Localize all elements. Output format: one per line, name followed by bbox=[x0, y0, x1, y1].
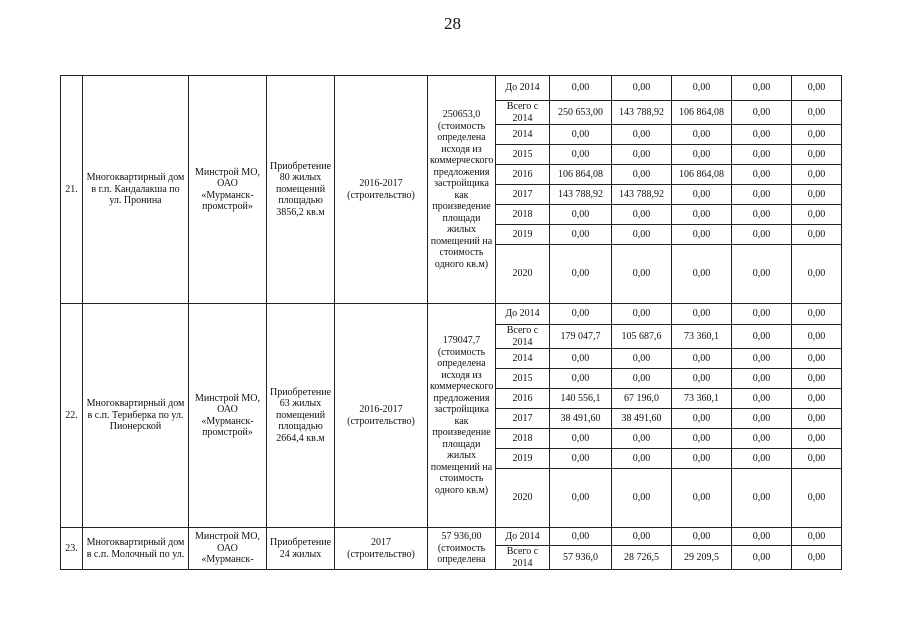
amount-cell: 0,00 bbox=[672, 449, 732, 469]
amount-cell: 0,00 bbox=[792, 145, 842, 165]
amount-cell: 0,00 bbox=[672, 225, 732, 245]
year-label: Всего с 2014 bbox=[496, 546, 550, 570]
amount-cell: 0,00 bbox=[550, 125, 612, 145]
amount-cell: 0,00 bbox=[732, 349, 792, 369]
amount-cell: 0,00 bbox=[792, 369, 842, 389]
amount-cell: 0,00 bbox=[612, 165, 672, 185]
amount-cell: 57 936,0 bbox=[550, 546, 612, 570]
executor-cell: Минстрой МО, ОАО «Мурманск-промстрой» bbox=[189, 76, 267, 304]
program-table bbox=[60, 75, 842, 570]
amount-cell: 0,00 bbox=[612, 304, 672, 325]
amount-cell: 0,00 bbox=[672, 145, 732, 165]
amount-cell: 0,00 bbox=[672, 185, 732, 205]
amount-cell: 0,00 bbox=[612, 449, 672, 469]
amount-cell: 0,00 bbox=[550, 205, 612, 225]
amount-cell: 0,00 bbox=[732, 245, 792, 304]
amount-cell: 0,00 bbox=[732, 429, 792, 449]
price-cell: 250653,0 (стоимость определена исходя из коммерческого предложения застройщика как произведение площади жилых помещений на стоимость одного кв.м) bbox=[428, 76, 496, 304]
amount-cell: 0,00 bbox=[792, 429, 842, 449]
amount-cell: 0,00 bbox=[550, 145, 612, 165]
amount-cell: 0,00 bbox=[792, 225, 842, 245]
amount-cell: 0,00 bbox=[550, 469, 612, 528]
activity-cell: Приобретение 24 жилых bbox=[267, 528, 335, 570]
activity-cell: Приобретение 80 жилых помещений площадью 3856,2 кв.м bbox=[267, 76, 335, 304]
year-label: До 2014 bbox=[496, 528, 550, 546]
amount-cell: 106 864,08 bbox=[550, 165, 612, 185]
amount-cell: 73 360,1 bbox=[672, 325, 732, 349]
amount-cell: 0,00 bbox=[732, 101, 792, 125]
object-cell: Многоквартирный дом в с.п. Молочный по ул. bbox=[83, 528, 189, 570]
amount-cell: 38 491,60 bbox=[612, 409, 672, 429]
amount-cell: 0,00 bbox=[732, 409, 792, 429]
year-label: 2019 bbox=[496, 225, 550, 245]
amount-cell: 0,00 bbox=[732, 369, 792, 389]
year-label: 2014 bbox=[496, 125, 550, 145]
amount-cell: 0,00 bbox=[672, 245, 732, 304]
amount-cell: 0,00 bbox=[732, 325, 792, 349]
amount-cell: 0,00 bbox=[550, 528, 612, 546]
year-label: Всего с 2014 bbox=[496, 325, 550, 349]
amount-cell: 0,00 bbox=[672, 409, 732, 429]
year-label: До 2014 bbox=[496, 304, 550, 325]
amount-cell: 0,00 bbox=[612, 245, 672, 304]
amount-cell: 0,00 bbox=[612, 528, 672, 546]
amount-cell: 0,00 bbox=[792, 469, 842, 528]
amount-cell: 143 788,92 bbox=[612, 185, 672, 205]
year-label: 2015 bbox=[496, 145, 550, 165]
amount-cell: 0,00 bbox=[672, 469, 732, 528]
amount-cell: 0,00 bbox=[672, 429, 732, 449]
page-number: 28 bbox=[444, 14, 461, 33]
amount-cell: 0,00 bbox=[550, 429, 612, 449]
row-number: 23. bbox=[61, 528, 83, 570]
year-row bbox=[61, 304, 842, 325]
row-number: 22. bbox=[61, 304, 83, 528]
amount-cell: 0,00 bbox=[672, 528, 732, 546]
year-label: 2017 bbox=[496, 409, 550, 429]
amount-cell: 0,00 bbox=[792, 325, 842, 349]
year-label: 2018 bbox=[496, 205, 550, 225]
amount-cell: 28 726,5 bbox=[612, 546, 672, 570]
amount-cell: 0,00 bbox=[792, 389, 842, 409]
year-label: 2019 bbox=[496, 449, 550, 469]
amount-cell: 0,00 bbox=[732, 145, 792, 165]
amount-cell: 0,00 bbox=[792, 349, 842, 369]
amount-cell: 0,00 bbox=[612, 145, 672, 165]
amount-cell: 0,00 bbox=[550, 449, 612, 469]
amount-cell: 179 047,7 bbox=[550, 325, 612, 349]
amount-cell: 0,00 bbox=[792, 528, 842, 546]
amount-cell: 0,00 bbox=[732, 528, 792, 546]
amount-cell: 0,00 bbox=[732, 205, 792, 225]
year-label: 2020 bbox=[496, 245, 550, 304]
year-label: Всего с 2014 bbox=[496, 101, 550, 125]
executor-cell: Минстрой МО, ОАО «Мурманск- bbox=[189, 528, 267, 570]
amount-cell: 0,00 bbox=[672, 125, 732, 145]
amount-cell: 0,00 bbox=[792, 185, 842, 205]
year-label: 2014 bbox=[496, 349, 550, 369]
term-cell: 2017 (строительство) bbox=[335, 528, 428, 570]
amount-cell: 0,00 bbox=[792, 125, 842, 145]
year-row bbox=[61, 76, 842, 101]
amount-cell: 0,00 bbox=[550, 245, 612, 304]
year-label: 2016 bbox=[496, 165, 550, 185]
object-cell: Многоквартирный дом в г.п. Кандалакша по ул. Пронина bbox=[83, 76, 189, 304]
amount-cell: 0,00 bbox=[672, 205, 732, 225]
amount-cell: 0,00 bbox=[732, 185, 792, 205]
amount-cell: 0,00 bbox=[612, 469, 672, 528]
amount-cell: 0,00 bbox=[672, 304, 732, 325]
amount-cell: 0,00 bbox=[612, 429, 672, 449]
price-cell: 57 936,00 (стоимость определена bbox=[428, 528, 496, 570]
year-label: 2017 bbox=[496, 185, 550, 205]
amount-cell: 0,00 bbox=[732, 546, 792, 570]
row-number: 21. bbox=[61, 76, 83, 304]
amount-cell: 0,00 bbox=[612, 225, 672, 245]
amount-cell: 105 687,6 bbox=[612, 325, 672, 349]
amount-cell: 0,00 bbox=[550, 349, 612, 369]
amount-cell: 0,00 bbox=[792, 409, 842, 429]
amount-cell: 0,00 bbox=[612, 76, 672, 101]
term-cell: 2016-2017 (строительство) bbox=[335, 304, 428, 528]
amount-cell: 0,00 bbox=[612, 205, 672, 225]
amount-cell: 0,00 bbox=[732, 304, 792, 325]
amount-cell: 0,00 bbox=[792, 546, 842, 570]
amount-cell: 0,00 bbox=[612, 349, 672, 369]
amount-cell: 143 788,92 bbox=[612, 101, 672, 125]
amount-cell: 250 653,00 bbox=[550, 101, 612, 125]
amount-cell: 0,00 bbox=[612, 125, 672, 145]
activity-cell: Приобретение 63 жилых помещений площадью 2664,4 кв.м bbox=[267, 304, 335, 528]
amount-cell: 0,00 bbox=[672, 369, 732, 389]
amount-cell: 0,00 bbox=[792, 245, 842, 304]
year-label: 2020 bbox=[496, 469, 550, 528]
price-cell: 179047,7 (стоимость определена исходя из коммерческого предложения застройщика как произведение площади жилых помещений на стоимость одного кв.м) bbox=[428, 304, 496, 528]
amount-cell: 0,00 bbox=[672, 349, 732, 369]
term-cell: 2016-2017 (строительство) bbox=[335, 76, 428, 304]
amount-cell: 0,00 bbox=[672, 76, 732, 101]
amount-cell: 0,00 bbox=[612, 369, 672, 389]
year-label: 2016 bbox=[496, 389, 550, 409]
amount-cell: 0,00 bbox=[792, 165, 842, 185]
amount-cell: 38 491,60 bbox=[550, 409, 612, 429]
amount-cell: 0,00 bbox=[732, 469, 792, 528]
amount-cell: 0,00 bbox=[732, 449, 792, 469]
amount-cell: 0,00 bbox=[732, 76, 792, 101]
amount-cell: 106 864,08 bbox=[672, 165, 732, 185]
amount-cell: 0,00 bbox=[792, 304, 842, 325]
amount-cell: 0,00 bbox=[792, 205, 842, 225]
amount-cell: 0,00 bbox=[792, 76, 842, 101]
amount-cell: 140 556,1 bbox=[550, 389, 612, 409]
year-label: 2015 bbox=[496, 369, 550, 389]
amount-cell: 0,00 bbox=[792, 101, 842, 125]
amount-cell: 73 360,1 bbox=[672, 389, 732, 409]
amount-cell: 0,00 bbox=[732, 165, 792, 185]
object-cell: Многоквартирный дом в с.п. Териберка по ул. Пионерской bbox=[83, 304, 189, 528]
amount-cell: 0,00 bbox=[732, 225, 792, 245]
amount-cell: 0,00 bbox=[792, 449, 842, 469]
amount-cell: 0,00 bbox=[732, 125, 792, 145]
amount-cell: 0,00 bbox=[550, 76, 612, 101]
amount-cell: 29 209,5 bbox=[672, 546, 732, 570]
amount-cell: 67 196,0 bbox=[612, 389, 672, 409]
amount-cell: 0,00 bbox=[550, 369, 612, 389]
amount-cell: 106 864,08 bbox=[672, 101, 732, 125]
year-row bbox=[61, 528, 842, 546]
amount-cell: 0,00 bbox=[732, 389, 792, 409]
year-label: До 2014 bbox=[496, 76, 550, 101]
executor-cell: Минстрой МО, ОАО «Мурманск-промстрой» bbox=[189, 304, 267, 528]
amount-cell: 143 788,92 bbox=[550, 185, 612, 205]
amount-cell: 0,00 bbox=[550, 304, 612, 325]
year-label: 2018 bbox=[496, 429, 550, 449]
amount-cell: 0,00 bbox=[550, 225, 612, 245]
